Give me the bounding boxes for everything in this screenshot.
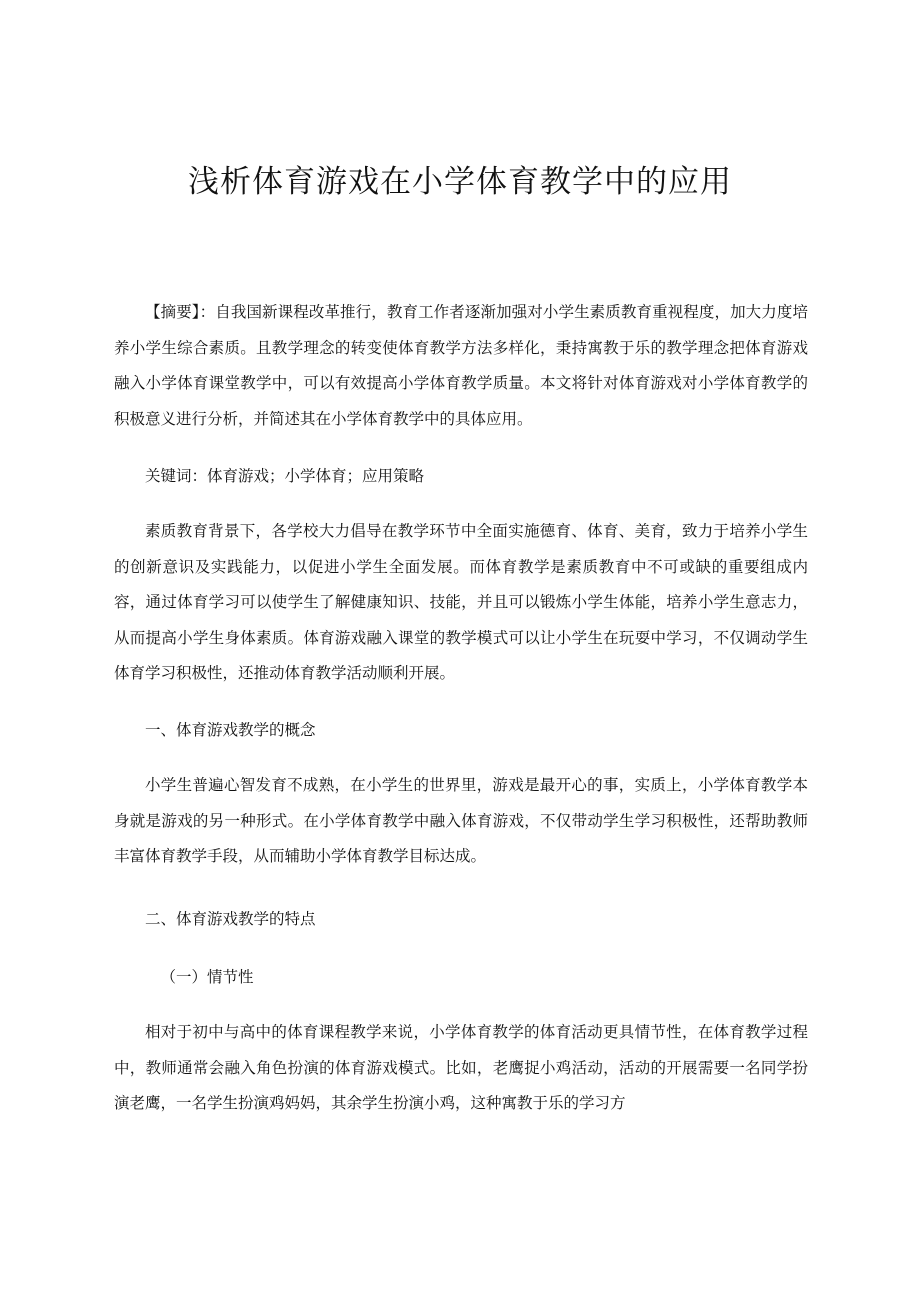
concept-paragraph: 小学生普遍心智发育不成熟，在小学生的世界里，游戏是最开心的事，实质上，小学体育教学本身就是游戏的另一种形式。在小学体育教学中融入体育游戏，不仅带动学生学习积极性，还帮助教师丰富体育教学手段，从而辅助小学体育教学目标达成。 [114,776,808,865]
intro-paragraph: 素质教育背景下，各学校大力倡导在教学环节中全面实施德育、体育、美育，致力于培养小学生的创新意识及实践能力，以促进小学生全面发展。而体育教学是素质教育中不可或缺的重要组成内容，通过体育学习可以使学生了解健康知识、技能，并且可以锻炼小学生体能，培养小学生意志力，从而提高小学生身体素质。体育游戏融入课堂的教学模式可以让小学生在玩耍中学习，不仅调动学生体育学习积极性，还推动体育教学活动顺利开展。 [114,522,808,682]
plot-paragraph: 相对于初中与高中的体育课程教学来说，小学体育教学的体育活动更具情节性，在体育教学过程中，教师通常会融入角色扮演的体育游戏模式。比如，老鹰捉小鸡活动，活动的开展需要一名同学扮演老鹰，一名学生扮演鸡妈妈，其余学生扮演小鸡，这种寓教于乐的学习方 [114,1023,808,1112]
keywords-line: 关键词：体育游戏；小学体育；应用策略 [145,467,425,485]
section-heading-features: 二、体育游戏教学的特点 [145,910,316,928]
abstract-paragraph: 【摘要】：自我国新课程改革推行，教育工作者逐渐加强对小学生素质教育重视程度，加大力度培养小学生综合素质。且教学理念的转变使体育教学方法多样化，秉持寓教于乐的教学理念把体育游戏融入小学体育课堂教学中，可以有效提高小学体育教学质量。本文将针对体育游戏对小学体育教学的积极意义进行分析，并简述其在小学体育教学中的具体应用。 [114,303,808,428]
subsection-heading-plot: （一）情节性 [160,968,254,986]
section-heading-concept: 一、体育游戏教学的概念 [145,721,316,739]
paper-title: 浅析体育游戏在小学体育教学中的应用 [188,164,732,200]
